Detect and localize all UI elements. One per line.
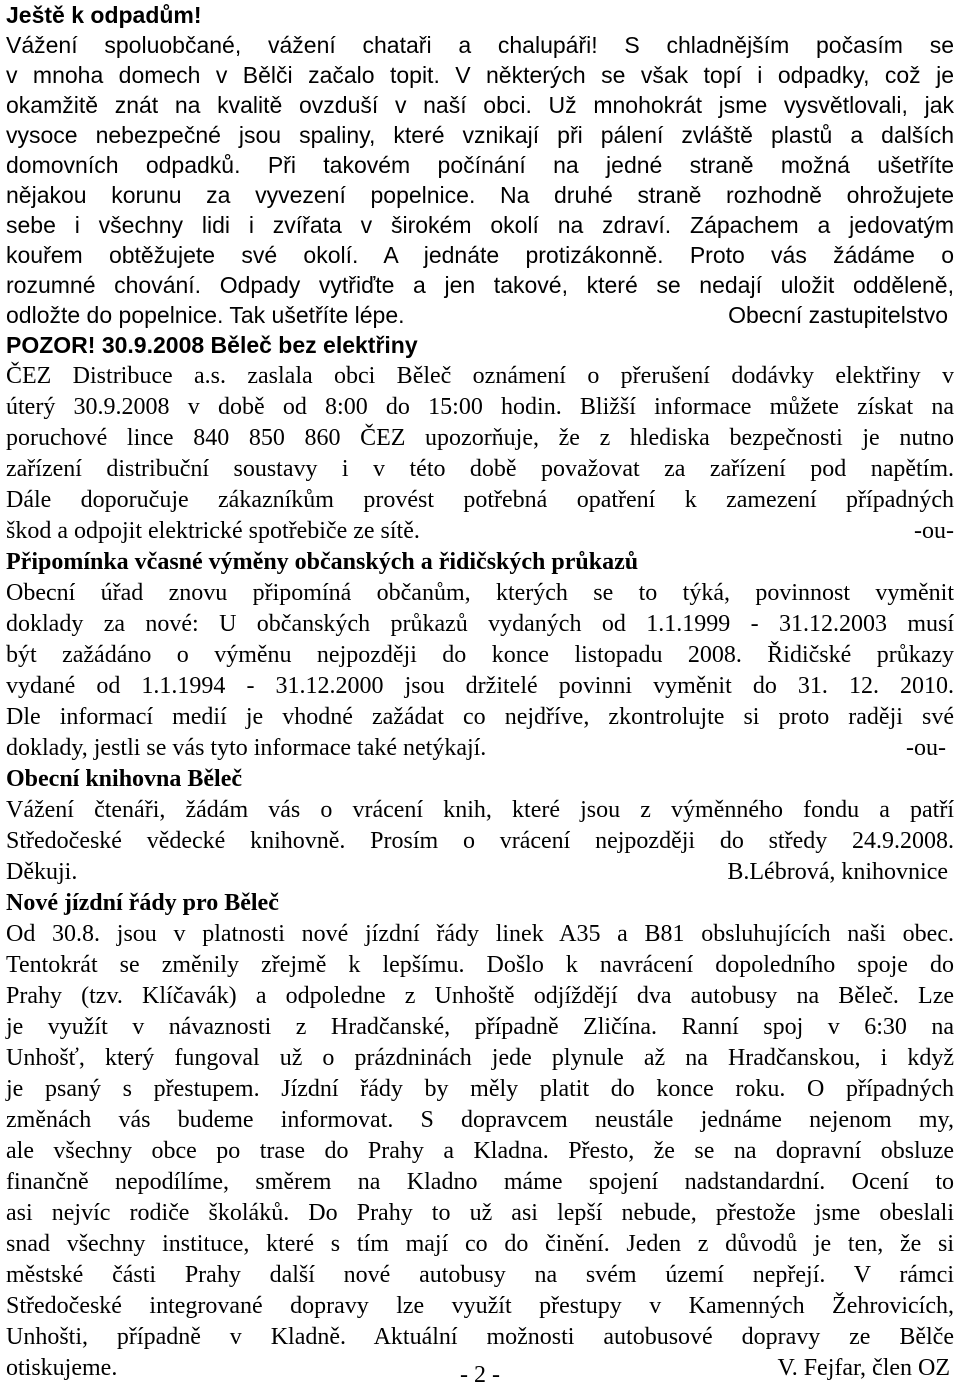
article-line: rozumné chování. Odpady vytřiďte a jen takové, které se nedají uložit odděleně, <box>6 272 954 298</box>
article-line: Prahy (tzv. Klíčavák) a odpoledne z Unhoště odjíždějí dva autobusy na Běleč. Lze <box>6 983 954 1009</box>
article-line: být zažádáno o výměnu nejpozději do konce listopadu 2008. Řidičské průkazy <box>6 642 954 668</box>
article-signature: B.Lébrová, knihovnice <box>727 859 948 885</box>
article-line: Vážení spoluobčané, vážení chataři a chalupáři! S chladnějším počasím se <box>6 32 954 58</box>
article-line: Unhošti, případně v Kladně. Aktuální možnosti autobusové dopravy ze Bělče <box>6 1324 954 1350</box>
article-line: ČEZ Distribuce a.s. zaslala obci Běleč oznámení o přerušení dodávky elektřiny v <box>6 363 954 389</box>
article-line: odložte do popelnice. Tak ušetříte lépe. <box>6 302 405 328</box>
article-last-line <box>6 304 954 327</box>
article-last-line <box>6 860 954 884</box>
article-line: otiskujeme. <box>6 1355 118 1381</box>
article-line: Dále doporučuje zákazníkům provést potřebná opatření k zamezení případných <box>6 487 954 513</box>
article-line: je psaný s přestupem. Jízdní řády by měly platit do konce roku. O případných <box>6 1076 954 1102</box>
article-line: škod a odpojit elektrické spotřebiče ze sítě. <box>6 518 420 544</box>
article-line: poruchové lince 840 850 860 ČEZ upozorňuje, že z hlediska bezpečnosti je nutno <box>6 425 954 451</box>
article-line: finančně nepodílíme, směrem na Kladno máme spojení nadstandardní. Ocení to <box>6 1169 954 1195</box>
article-line: asi nejvíc rodiče školáků. Do Prahy to už asi lepší nebude, přestože jsme obeslali <box>6 1200 954 1226</box>
article-line: je využít v návaznosti z Hradčanské, případně Zličína. Ranní spoj v 6:30 na <box>6 1014 954 1040</box>
article-line: snad všechny instituce, které s tím mají co do činění. Jeden z důvodů je ten, že si <box>6 1231 954 1257</box>
article-heading: Obecní knihovna Běleč <box>6 766 243 792</box>
article-line: vydané od 1.1.1994 - 31.12.2000 jsou držitelé povinni vyměnit do 31. 12. 2010. <box>6 673 954 699</box>
article-line: Unhošť, který fungoval už o prázdninách jede plynule až na Hradčanskou, i když <box>6 1045 954 1071</box>
article-line: doklady za nové: U občanských průkazů vydaných od 1.1.1999 - 31.12.2003 musí <box>6 611 954 637</box>
article-heading: Nové jízdní řády pro Běleč <box>6 890 279 916</box>
article-line: zařízení distribuční soustavy i v této době považovat za zařízení pod napětím. <box>6 456 954 482</box>
article-line: Tentokrát se změnily zřejmě k lepšímu. Došlo k navrácení dopoledního spoje do <box>6 952 954 978</box>
article-signature: -ou- <box>906 735 946 761</box>
article-line: kouřem obtěžujete své okolí. A jednáte protizákonně. Proto vás žádáme o <box>6 242 954 268</box>
article-line: doklady, jestli se vás tyto informace také netýkají. <box>6 735 487 761</box>
article-line: úterý 30.9.2008 v době od 8:00 do 15:00 hodin. Bližší informace můžete získat na <box>6 394 954 420</box>
article-line: ale všechny obce po trase do Prahy a Kladna. Přesto, že se na dopravní obsluze <box>6 1138 954 1164</box>
article-line: městské části Prahy další nové autobusy na svém území nepřejí. V rámci <box>6 1262 954 1288</box>
article-line: sebe i všechny lidi i zvířata v širokém okolí na zdraví. Zápachem a jedovatým <box>6 212 954 238</box>
article-line: vysoce nebezpečné jsou spaliny, které vznikají při pálení zvláště plastů a dalších <box>6 122 954 148</box>
article-heading: Ještě k odpadům! <box>6 2 202 28</box>
article-last-line <box>6 736 954 760</box>
article-line: domovních odpadků. Při takovém počínání na jedné straně možná ušetříte <box>6 152 954 178</box>
article-line: Od 30.8. jsou v platnosti nové jízdní řády linek A35 a B81 obsluhujících naši obec. <box>6 921 954 947</box>
article-line: v mnoha domech v Bělči začalo topit. V některých se však topí i odpadky, což je <box>6 62 954 88</box>
article-line: Dle informací medií je vhodné zažádat co nejdříve, zkontrolujte si proto raději své <box>6 704 954 730</box>
article-signature: V. Fejfar, člen OZ <box>777 1355 950 1381</box>
article-line: Středočeské integrované dopravy lze využít přestupy v Kamenných Žehrovicích, <box>6 1293 954 1319</box>
article-line: změnách vás budeme informovat. S dopravcem neustále jednáme nejenom my, <box>6 1107 954 1133</box>
article-line: okamžitě znát na kvalitě ovzduší v naší obci. Už mnohokrát jsme vysvětlovali, jak <box>6 92 954 118</box>
article-signature: -ou- <box>914 518 954 544</box>
article-line: nějakou korunu za vyvezení popelnice. Na druhé straně rozhodně ohrožujete <box>6 182 954 208</box>
article-line: Obecní úřad znovu připomíná občanům, kterých se to týká, povinnost vyměnit <box>6 580 954 606</box>
article-last-line <box>6 519 954 543</box>
article-heading: Připomínka včasné výměny občanských a řidičských průkazů <box>6 549 639 575</box>
page-number: - 2 - <box>460 1362 500 1388</box>
article-signature: Obecní zastupitelstvo <box>728 302 948 328</box>
article-heading: POZOR! 30.9.2008 Běleč bez elektřiny <box>6 332 418 358</box>
article-line: Děkuji. <box>6 859 78 885</box>
article-line: Středočeské vědecké knihovně. Prosím o vrácení nejpozději do středy 24.9.2008. <box>6 828 954 854</box>
article-line: Vážení čtenáři, žádám vás o vrácení knih, které jsou z výměnného fondu a patří <box>6 797 954 823</box>
